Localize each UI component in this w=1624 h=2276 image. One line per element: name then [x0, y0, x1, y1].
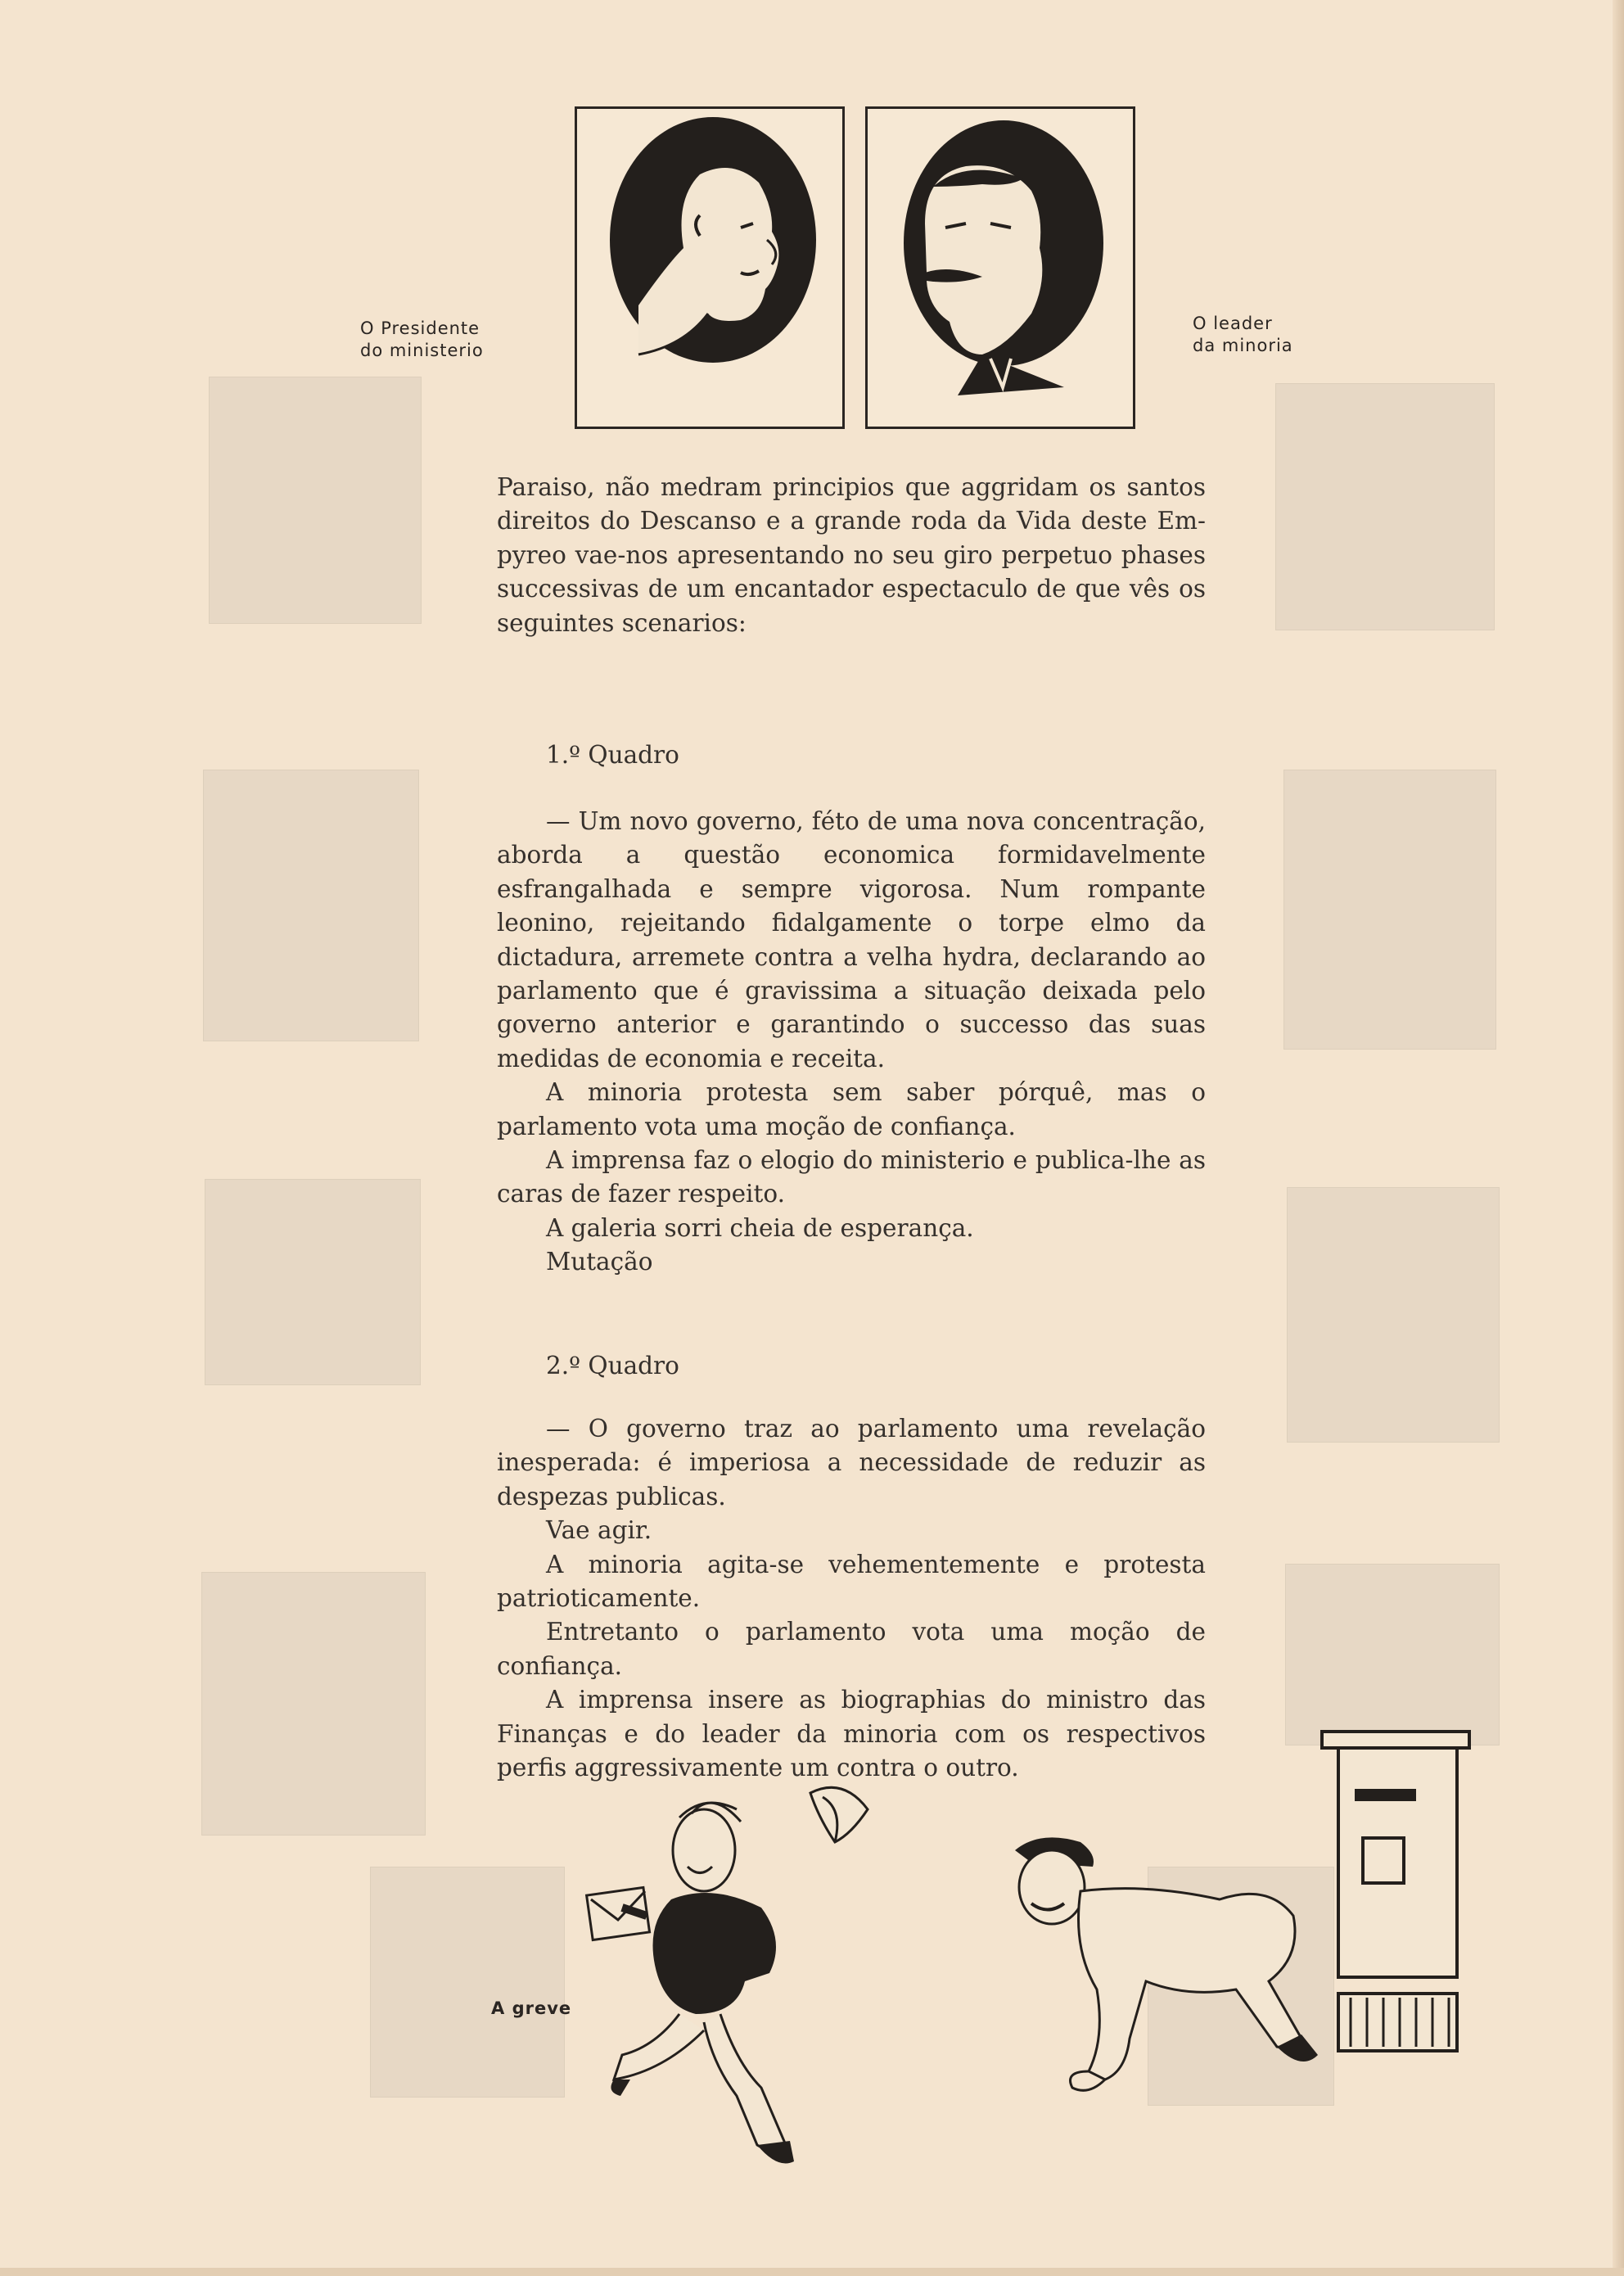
portrait-presidente-frame [575, 106, 845, 429]
scene1-heading: 1.º Quadro [546, 741, 679, 769]
scene2-paragraph-5: A imprensa insere as biographias do ministro das Finanças e do leader da minoria com os respectivos perfis aggressivamente um contra o outro. [497, 1686, 1206, 1782]
bleed-through-right-2 [1283, 770, 1496, 1050]
caption-leader [1193, 313, 1293, 357]
intro-line-1: Paraiso, não medram principios que aggridam os santos [497, 473, 1206, 501]
mailbox-illustration [1318, 1727, 1482, 2063]
bleed-through-right-1 [1275, 383, 1495, 630]
bleed-through-left-4 [201, 1572, 426, 1836]
scene2-paragraph-4: Entretanto o parlamento vota uma moção de confiança. [497, 1618, 1206, 1680]
bleed-through-left-5 [370, 1867, 565, 2098]
bleed-through-left-2 [203, 770, 419, 1041]
scene1-paragraph-5: Mutação [546, 1248, 653, 1276]
portrait-presidente-illustration [577, 109, 842, 427]
scene2-text [497, 1412, 1206, 1785]
scene1-paragraph-2: A minoria protesta sem saber pórquê, mas o parlamento vota uma moção de confiança. [497, 1078, 1206, 1140]
scene1-paragraph-1: — Um novo governo, féto de uma nova concentração, aborda a questão economica formidavelmente esfrangalhada e sempre vigorosa. Num rompante leonino, rejeitando fidalgamente o torpe elmo da dictadura, arremete contra a velha hydra, declarando ao parlamento que é gravissima a situação deixada pelo governo anterior e garantindo o successo das suas medidas de economia e receita. [497, 807, 1206, 1073]
caption-leader-line-1: O leader [1193, 314, 1273, 333]
portrait-leader-frame [865, 106, 1135, 429]
scene2-heading: 2.º Quadro [546, 1352, 679, 1380]
scene2-paragraph-1: — O governo traz ao parlamento uma revelação inesperada: é imperiosa a necessidade de reduzir as despezas publicas. [497, 1415, 1206, 1511]
caption-leader-line-2: da minoria [1193, 336, 1293, 355]
bleed-through-right-3 [1287, 1187, 1500, 1443]
intro-line-2: direitos do Descanso e a grande roda da Vida deste Em- [497, 507, 1206, 535]
caption-presidente-line-2: do ministerio [360, 341, 484, 360]
scene2-paragraph-3: A minoria agita-se vehementemente e protesta patrioticamente. [497, 1550, 1206, 1613]
bleed-through-right-4 [1285, 1564, 1500, 1745]
scene1-paragraph-3: A imprensa faz o elogio do ministerio e publica-lhe as caras de fazer respeito. [497, 1146, 1206, 1208]
page-bottom-edge [0, 2268, 1624, 2276]
intro-line-3: pyreo vae-nos apresentando no seu giro perpetuo phases [497, 540, 1206, 569]
scene1-paragraph-4: A galeria sorri cheia de esperança. [546, 1213, 974, 1242]
intro-text [497, 471, 1206, 640]
caption-presidente-line-1: O Presidente [360, 318, 480, 338]
scene2-paragraph-2: Vae agir. [546, 1516, 652, 1545]
scene1-text [497, 805, 1206, 1280]
bleed-through-left-3 [205, 1179, 421, 1385]
bleed-through-left-1 [209, 377, 422, 624]
caption-strike: A greve [491, 1998, 572, 2018]
crawling-man-illustration [1007, 1826, 1359, 2120]
portrait-leader-illustration [868, 109, 1133, 427]
intro-line-5: seguintes scenarios: [497, 608, 747, 637]
caption-presidente [360, 318, 484, 362]
postman-running-illustration [573, 1777, 900, 2186]
page-edge [1613, 0, 1624, 2276]
intro-line-4: successivas de um encantador espectaculo de que vês os [497, 575, 1206, 603]
